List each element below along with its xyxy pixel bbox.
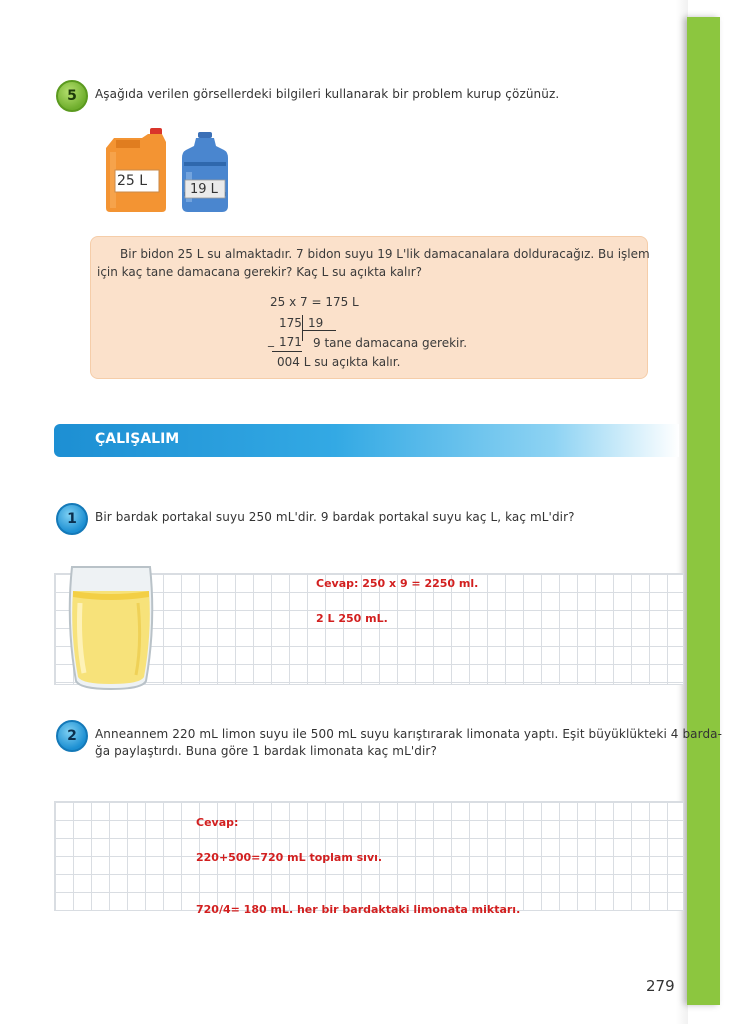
section-title: ÇALIŞALIM xyxy=(95,431,180,447)
question-2-answer-line-1: 220+500=720 mL toplam sıvı. xyxy=(196,851,383,864)
question-2-text-line-2: ğa paylaştırdı. Buna göre 1 bardak limonata kaç mL'dir? xyxy=(95,744,437,758)
division-remainder-text: 004 L su açıkta kalır. xyxy=(277,355,401,369)
problem-5-prompt: Aşağıda verilen görsellerdeki bilgileri kullanarak bir problem kurup çözünüz. xyxy=(95,87,560,101)
question-2-badge xyxy=(56,720,88,752)
solution-line-2: için kaç tane damacana gerekir? Kaç L su açıkta kalır? xyxy=(97,265,423,279)
question-2-number: 2 xyxy=(67,728,77,744)
division-bar-horizontal xyxy=(302,330,336,331)
multiplication-line: 25 x 7 = 175 L xyxy=(270,295,359,309)
question-1-answer-line-2: 2 L 250 mL. xyxy=(316,612,388,625)
division-quotient-text: 9 tane damacana gerekir. xyxy=(313,336,468,350)
water-jug-label: 19 L xyxy=(190,182,218,197)
juice-glass-icon xyxy=(66,563,156,691)
green-side-bar xyxy=(687,17,720,1005)
solution-line-1: Bir bidon 25 L su almaktadır. 7 bidon suyu 19 L'lik damacanalara dolduracağız. Bu işlem xyxy=(120,247,650,261)
division-bar-vertical xyxy=(302,315,303,341)
water-jug-icon xyxy=(182,132,228,212)
question-1-badge xyxy=(56,503,88,535)
question-1-text: Bir bardak portakal suyu 250 mL'dir. 9 bardak portakal suyu kaç L, kaç mL'dir? xyxy=(95,510,575,524)
canister-icon xyxy=(104,128,170,212)
problem-5-number: 5 xyxy=(67,88,77,104)
question-2-answer-line-2: 720/4= 180 mL. her bir bardaktaki limonata miktarı. xyxy=(196,903,521,916)
question-2-answer-label: Cevap: xyxy=(196,816,239,829)
question-1-answer-line-1: Cevap: 250 x 9 = 2250 ml. xyxy=(316,577,479,590)
question-2-text-line-1: Anneannem 220 mL limon suyu ile 500 mL suyu karıştırarak limonata yaptı. Eşit büyüklükteki 4 barda- xyxy=(95,727,723,741)
question-1-number: 1 xyxy=(67,511,77,527)
page-number: 279 xyxy=(646,977,675,995)
juice-glass-illustration xyxy=(66,563,156,691)
problem-5-badge xyxy=(56,80,88,112)
water-jug-illustration xyxy=(182,132,228,212)
division-subtrahend: 171 xyxy=(279,335,302,349)
canister-label: 25 L xyxy=(117,173,148,189)
division-underline xyxy=(272,351,302,352)
division-dividend: 175 xyxy=(279,316,302,330)
canister-illustration xyxy=(104,128,170,212)
division-minus: _ xyxy=(268,333,274,347)
division-divisor: 19 xyxy=(308,316,324,330)
